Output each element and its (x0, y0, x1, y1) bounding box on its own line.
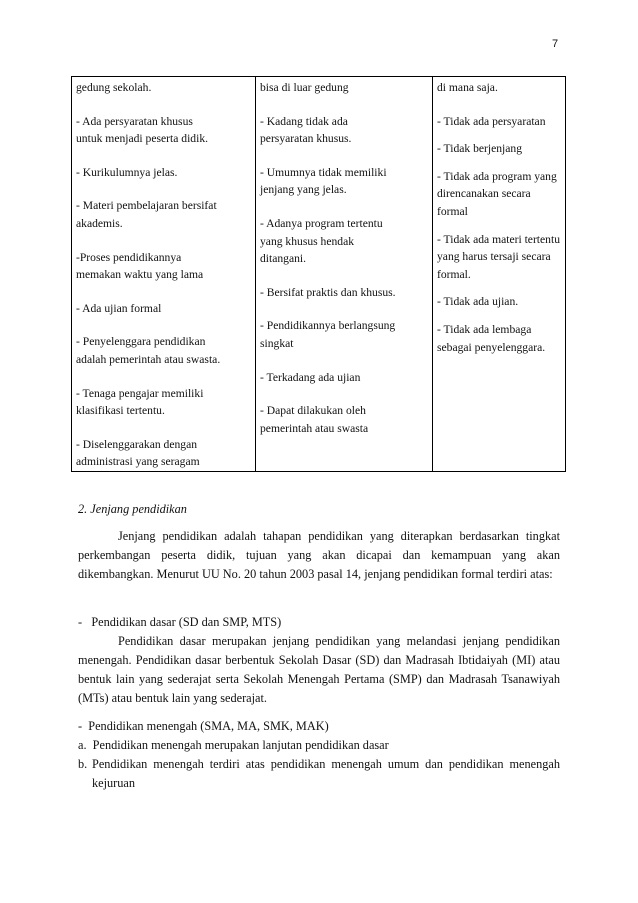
list-item: - Tidak ada persyaratan (437, 114, 546, 128)
table-row (72, 77, 566, 472)
list-item: - Terkadang ada ujian (260, 370, 361, 384)
paragraph: Pendidikan dasar merupakan jenjang pendidikan yang melandasi jenjang pendidikan menengah. Pendidikan dasar berbentuk Sekolah Dasar (SD) dan Madrasah Ibtidaiyah (MI) atau bentuk lain yang sederajat serta Sekolah Menengah Pertama (SMP) dan Madrasah Tsanawiyah (MTs) atau bentuk lain yang sederajat. (78, 634, 560, 705)
column-informal (433, 77, 566, 472)
list-item-a: a. Pendidikan menengah merupakan lanjutan pendidikan dasar (78, 738, 389, 752)
cell-lead: bisa di luar gedung (260, 81, 349, 94)
list-item: -Proses pendidikannya memakan waktu yang lama (76, 250, 204, 282)
list-item: - Bersifat praktis dan khusus. (260, 285, 396, 299)
list-item: - Materi pembelajaran bersifat akademis. (76, 199, 217, 230)
list-item: - Tidak ada program yang direncanakan secara formal (437, 169, 557, 218)
list-item: - Kadang tidak ada persyaratan khusus. (260, 114, 352, 146)
list-item-b (78, 755, 560, 793)
list-item: - Umumnya tidak memiliki jenjang yang jelas. (260, 165, 387, 197)
list-item: - Ada ujian formal (76, 301, 162, 315)
list-item-text: Pendidikan menengah terdiri atas pendidikan menengah umum dan pendidikan menengah kejuruan (92, 757, 560, 790)
cell-lead: gedung sekolah. (76, 81, 152, 94)
paragraph: Jenjang pendidikan adalah tahapan pendidikan yang diterapkan berdasarkan tingkat perkembangan peserta didik, tujuan yang akan dicapai dan kemampuan yang akan dikembangkan. Menurut UU No. 20 tahun 2003 pasal 14, jenjang pendidikan formal terdiri atas: (78, 529, 560, 581)
list-item: - Ada persyaratan khusus untuk menjadi peserta didik. (76, 114, 209, 146)
list-marker: b. (78, 757, 88, 771)
list-item: - Kurikulumnya jelas. (76, 165, 178, 179)
column-nonformal (256, 77, 433, 472)
list-item: - Diselenggarakan dengan administrasi yang seragam (76, 437, 200, 469)
column-formal (72, 77, 256, 472)
list-item: - Tenaga pengajar memiliki klasifikasi tertentu. (76, 386, 204, 418)
list-item: - Tidak ada ujian. (437, 295, 519, 309)
page-number: 7 (552, 38, 559, 50)
cell-lead: di mana saja. (437, 81, 498, 94)
comparison-table (71, 76, 566, 472)
bullet-item: - Pendidikan menengah (SMA, MA, SMK, MAK) (78, 719, 329, 733)
list-item: - Tidak ada lembaga sebagai penyelenggara. (437, 322, 546, 354)
list-item: - Pendidikannya berlangsung singkat (260, 319, 396, 350)
section-heading: 2. Jenjang pendidikan (78, 502, 187, 516)
list-item: - Adanya program tertentu yang khusus hendak ditangani. (260, 216, 383, 266)
bullet-item: - Pendidikan dasar (SD dan SMP, MTS) (78, 615, 282, 629)
list-item: - Dapat dilakukan oleh pemerintah atau swasta (260, 404, 369, 435)
list-item: - Tidak ada materi tertentu yang harus tersaji secara formal. (437, 232, 560, 281)
list-item: - Penyelenggara pendidikan adalah pemerintah atau swasta. (76, 335, 221, 366)
list-item: - Tidak berjenjang (437, 142, 523, 156)
